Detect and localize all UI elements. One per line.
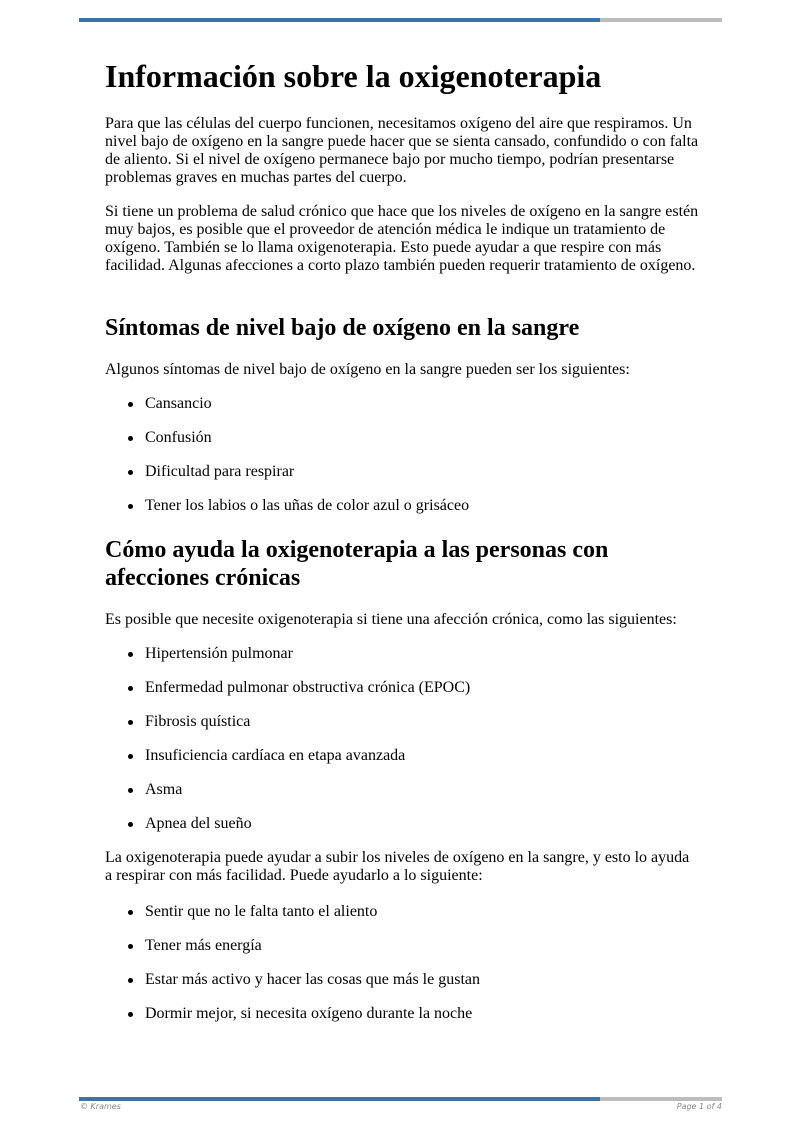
list-item <box>105 645 700 679</box>
list-item-text: Fibrosis quística <box>145 713 251 730</box>
list-item-text: Estar más activo y hacer las cosas que más le gustan <box>145 971 480 988</box>
list-item <box>105 679 700 713</box>
conditions-list <box>105 645 700 849</box>
list-item <box>105 815 700 849</box>
bullet-icon <box>128 402 133 407</box>
benefits-list <box>105 903 700 1039</box>
bullet-icon <box>128 754 133 759</box>
section-heading-chronic: Cómo ayuda la oxigenoterapia a las personas con afecciones crónicas <box>105 537 609 591</box>
list-item <box>105 971 700 1005</box>
list-item <box>105 937 700 971</box>
list-item-text: Enfermedad pulmonar obstructiva crónica (EPOC) <box>145 679 471 696</box>
list-item-text: Tener los labios o las uñas de color azul o grisáceo <box>145 497 470 514</box>
bullet-icon <box>128 788 133 793</box>
list-item <box>105 713 700 747</box>
page-title: Información sobre la oxigenoterapia <box>105 58 602 94</box>
footer-copyright: © Krames <box>80 1102 121 1111</box>
list-item-text: Dormir mejor, si necesita oxígeno durante la noche <box>145 1005 473 1022</box>
bullet-icon <box>128 470 133 475</box>
list-item-text: Apnea del sueño <box>145 815 252 832</box>
list-item <box>105 747 700 781</box>
list-item-text: Tener más energía <box>145 937 262 954</box>
bullet-icon <box>128 720 133 725</box>
list-item-text: Insuficiencia cardíaca en etapa avanzada <box>145 747 406 764</box>
list-item <box>105 463 700 497</box>
list-item-text: Cansancio <box>145 395 212 412</box>
list-item-text: Hipertensión pulmonar <box>145 645 293 662</box>
list-item-text: Dificultad para respirar <box>145 463 295 480</box>
list-item <box>105 781 700 815</box>
symptoms-lead: Algunos síntomas de nivel bajo de oxígeno en la sangre pueden ser los siguientes: <box>105 361 630 378</box>
list-item-text: Asma <box>145 781 183 798</box>
bullet-icon <box>128 652 133 657</box>
list-item <box>105 395 700 429</box>
bullet-icon <box>128 436 133 441</box>
bullet-icon <box>128 910 133 915</box>
list-item <box>105 497 700 531</box>
top-progress-fill <box>79 18 600 22</box>
list-item-text: Confusión <box>145 429 212 446</box>
list-item <box>105 1005 700 1039</box>
symptoms-list <box>105 395 700 531</box>
intro-paragraph-1: Para que las células del cuerpo funcionen, necesitamos oxígeno del aire que respiramos. Un nivel bajo de oxígeno en la sangre puede hacer que se sienta cansado, confundido o con falta de aliento. Si el nivel de oxígeno permanece bajo por mucho tiempo, podrían presentarse problemas graves en muchas partes del cuerpo. <box>105 115 699 186</box>
bullet-icon <box>128 978 133 983</box>
bullet-icon <box>128 504 133 509</box>
bottom-progress-bar <box>79 1097 722 1101</box>
footer-page-number: Page 1 of 4 <box>676 1102 722 1111</box>
intro-paragraph-2: Si tiene un problema de salud crónico que hace que los niveles de oxígeno en la sangre estén muy bajos, es posible que el proveedor de atención médica le indique un tratamiento de oxígeno. También se lo llama oxigenoterapia. Esto puede ayudar a que respire con más facilidad. Algunas afecciones a corto plazo también pueden requerir tratamiento de oxígeno. <box>105 203 699 274</box>
list-item <box>105 429 700 463</box>
benefits-lead: La oxigenoterapia puede ayudar a subir los niveles de oxígeno en la sangre, y esto lo ayuda a respirar con más facilidad. Puede ayudarlo a lo siguiente: <box>105 849 690 884</box>
top-progress-bar <box>79 18 722 22</box>
bullet-icon <box>128 822 133 827</box>
bullet-icon <box>128 1012 133 1017</box>
bullet-icon <box>128 944 133 949</box>
bullet-icon <box>128 686 133 691</box>
section-heading-symptoms: Síntomas de nivel bajo de oxígeno en la sangre <box>105 315 580 341</box>
chronic-lead: Es posible que necesite oxigenoterapia si tiene una afección crónica, como las siguientes: <box>105 611 677 628</box>
bottom-progress-fill <box>79 1097 600 1101</box>
list-item-text: Sentir que no le falta tanto el aliento <box>145 903 378 920</box>
list-item <box>105 903 700 937</box>
